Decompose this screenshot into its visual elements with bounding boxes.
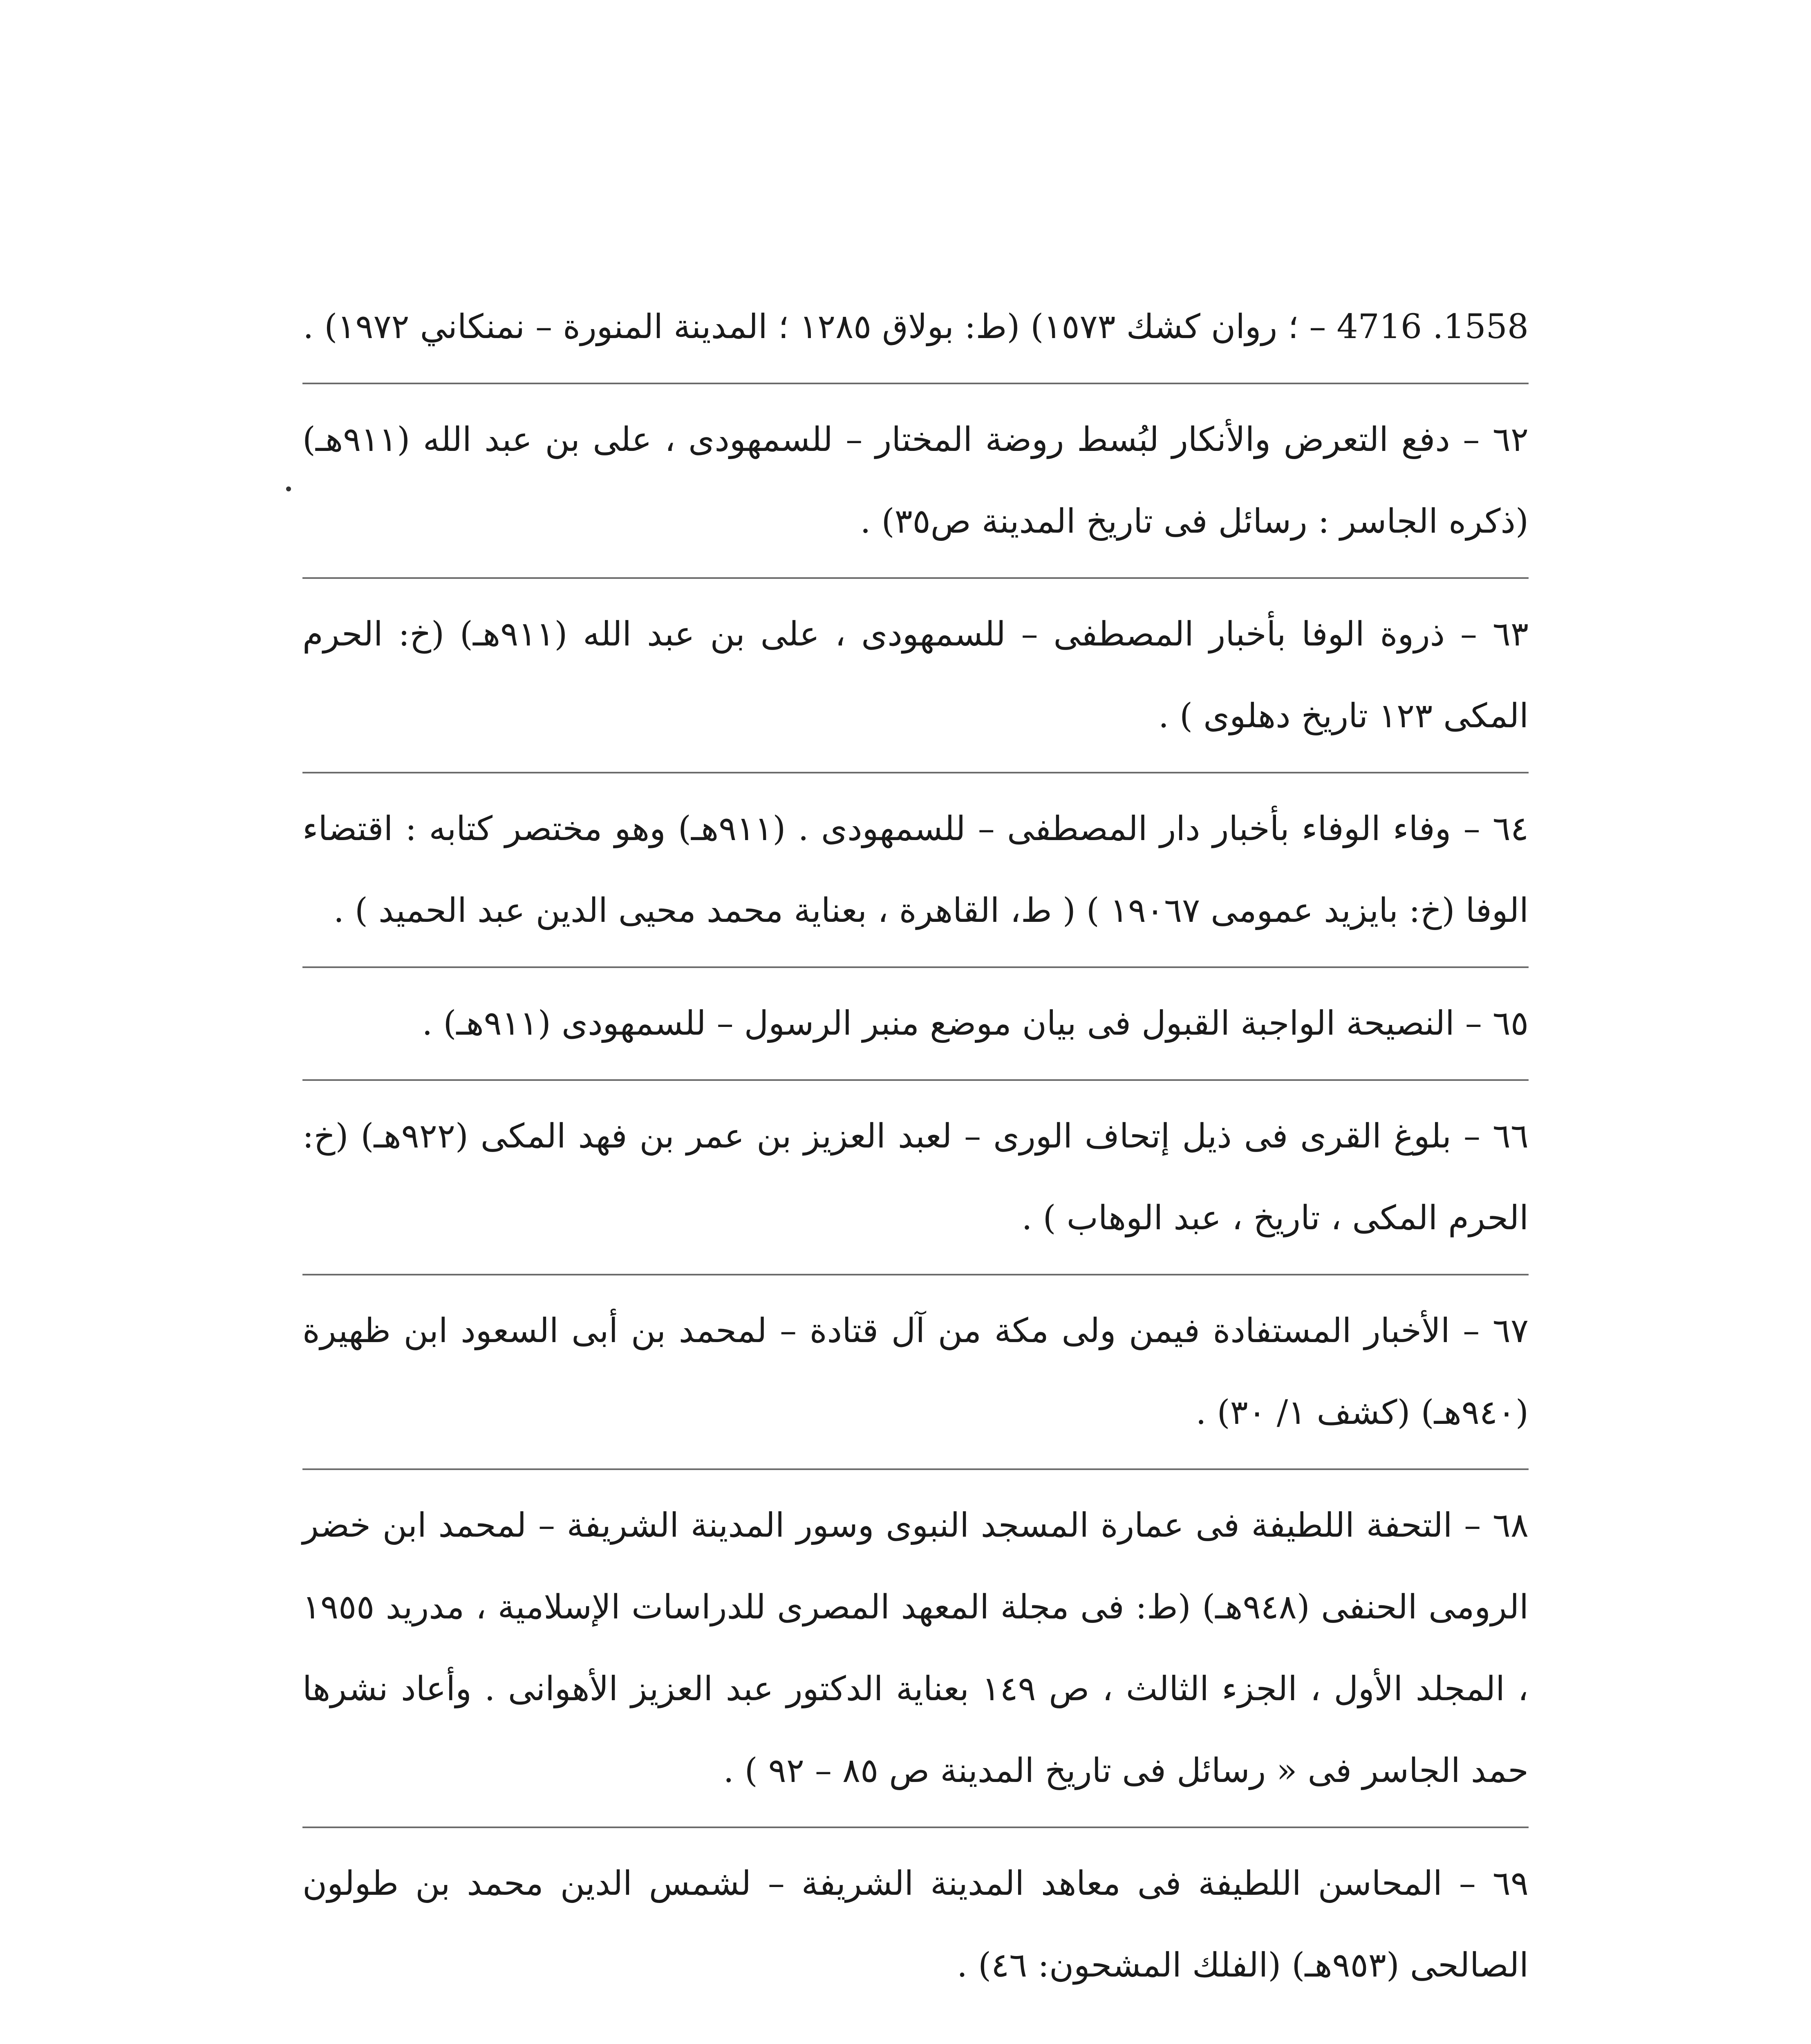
entry-69: ٦٩ – المحاسن اللطيفة فى معاهد المدينة الشريفة – لشمس الدين محمد بن طولون الصالحى (٩٥٣هـ) (الفلك المشحون: ٤٦) . <box>302 1864 1529 1985</box>
entry-64: ٦٤ – وفاء الوفاء بأخبار دار المصطفى – للسمهودى . (٩١١هـ) وهو مختصر كتابه : اقتضاء الوفا (خ: بايزيد عمومى ١٩٠٦٧ ) ( ط، القاهرة ، بعناية محمد محيى الدين عبد الحميد ) . <box>302 788 1529 968</box>
entry-63: ٦٣ – ذروة الوفا بأخبار المصطفى – للسمهودى ، على بن عبد الله (٩١١هـ) (خ: الحرم المكى ١٢٣ تاريخ دهلوى ) . <box>302 594 1529 773</box>
ink-dot-mark <box>286 486 291 491</box>
entry-65: ٦٥ – النصيحة الواجبة القبول فى بيان موضع منبر الرسول – للسمهودى (٩١١هـ) . <box>302 983 1529 1081</box>
entry-62: ٦٢ – دفع التعرض والأنكار لبُسط روضة المختار – للسمهودى ، على بن عبد الله (٩١١هـ) (ذكره الجاسر : رسائل فى تاريخ المدينة ص٣٥) . <box>302 399 1529 579</box>
entry-67: ٦٧ – الأخبار المستفادة فيمن ولى مكة من آل قتادة – لمحمد بن أبى السعود ابن ظهيرة (٩٤٠هـ) (كشف ١/ ٣٠) . <box>302 1290 1529 1470</box>
entry-66: ٦٦ – بلوغ القرى فى ذيل إتحاف الورى – لعبد العزيز بن عمر بن فهد المكى (٩٢٢هـ) (خ: الحرم المكى ، تاريخ ، عبد الوهاب ) . <box>302 1096 1529 1275</box>
entry-68: ٦٨ – التحفة اللطيفة فى عمارة المسجد النبوى وسور المدينة الشريفة – لمحمد ابن خضر الرومى الحنفى (٩٤٨هـ) (ط: فى مجلة المعهد المصرى للدراسات الإسلامية ، مدريد ١٩٥٥ ، المجلد الأول ، الجزء الثالث ، ص ١٤٩ بعناية الدكتور عبد العزيز الأهوانى . وأعاد نشرها حمد الجاسر فى « رسائل فى تاريخ المدينة ص ٨٥ – ٩٢ ) . <box>302 1485 1529 1828</box>
bibliography-text-block <box>302 286 1529 2036</box>
entry-continuation: 1558. 4716 – ؛ روان كشك ١٥٧٣) (ط: بولاق ١٢٨٥ ؛ المدينة المنورة – نمنكاني ١٩٧٢) . <box>302 286 1529 384</box>
